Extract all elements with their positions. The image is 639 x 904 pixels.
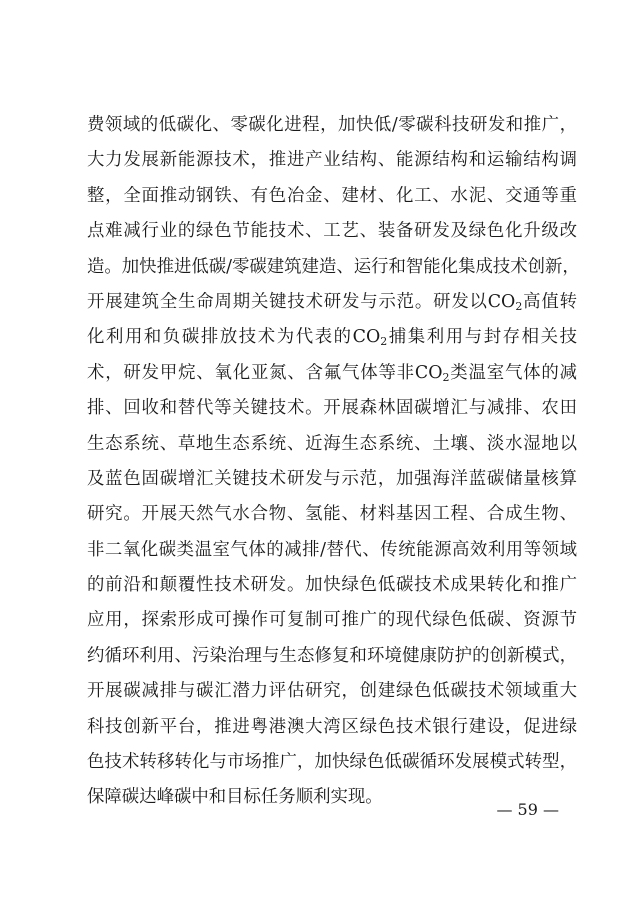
- text-line-20: 保障碳达峰碳中和目标任务顺利实现。: [87, 787, 383, 808]
- text-line-8: [87, 356, 577, 391]
- text-line-7-lead: 化利用和负碳排放技术为代表的: [87, 327, 353, 348]
- co2-formula: CO: [352, 327, 381, 348]
- text-line-4: 点难减行业的绿色节能技术、工艺、装备研发及绿色化升级改: [87, 221, 577, 242]
- text-line-15: 应用，探索形成可操作可复制可推广的现代绿色低碳、资源节: [87, 610, 577, 631]
- text-line-10: 生态系统、草地生态系统、近海生态系统、土壤、淡水湿地以: [87, 433, 577, 454]
- text-line-6-tail: 高值转: [522, 291, 577, 312]
- text-line-6: [87, 285, 577, 320]
- text-line-17: 开展碳减排与碳汇潜力评估研究，创建绿色低碳技术领域重大: [87, 681, 577, 702]
- text-line-18: 科技创新平台，推进粤港澳大湾区绿色技术银行建设，促进绿: [87, 716, 577, 737]
- co2-subscript: 2: [380, 335, 388, 349]
- text-line-1: 费领域的低碳化、零碳化进程，加快低/零碳科技研发和推广，: [87, 115, 577, 135]
- text-line-14: 的前沿和颠覆性技术研发。加快绿色低碳技术成果转化和推广: [87, 575, 577, 596]
- co2-subscript: 2: [442, 370, 450, 384]
- text-line-16: 约循环利用、污染治理与生态修复和环境健康防护的创新模式，: [87, 645, 577, 666]
- body-paragraph: [87, 108, 580, 816]
- text-line-2: 大力发展新能源技术，推进产业结构、能源结构和运输结构调: [87, 150, 577, 171]
- text-line-8-lead: 术，研发甲烷、氧化亚氮、含氟气体等非: [87, 362, 415, 383]
- text-line-13: 非二氧化碳类温室气体的减排/替代、传统能源高效利用等领域: [87, 539, 577, 560]
- co2-formula: CO: [487, 291, 516, 312]
- text-line-9: 排、回收和替代等关键技术。开展森林固碳增汇与减排、农田: [87, 398, 577, 419]
- text-line-12: 研究。开展天然气水合物、氢能、材料基因工程、合成生物、: [87, 504, 577, 525]
- co2-subscript: 2: [515, 299, 523, 313]
- text-line-11: 及蓝色固碳增汇关键技术研发与示范，加强海洋蓝碳储量核算: [87, 468, 577, 489]
- text-line-19: 色技术转移转化与市场推广，加快绿色低碳循环发展模式转型，: [87, 752, 577, 773]
- text-line-7: [87, 320, 577, 355]
- page-number: — 59 —: [496, 800, 559, 819]
- text-line-8-tail: 类温室气体的减: [449, 362, 577, 383]
- text-line-7-tail: 捕集利用与封存相关技: [387, 327, 577, 348]
- text-line-3: 整，全面推动钢铁、有色冶金、建材、化工、水泥、交通等重: [87, 185, 577, 206]
- text-line-6-lead: 开展建筑全生命周期关键技术研发与示范。研发以: [87, 291, 488, 312]
- co2-formula: CO: [414, 362, 443, 383]
- text-line-5: 造。加快推进低碳/零碳建筑建造、运行和智能化集成技术创新，: [87, 256, 580, 277]
